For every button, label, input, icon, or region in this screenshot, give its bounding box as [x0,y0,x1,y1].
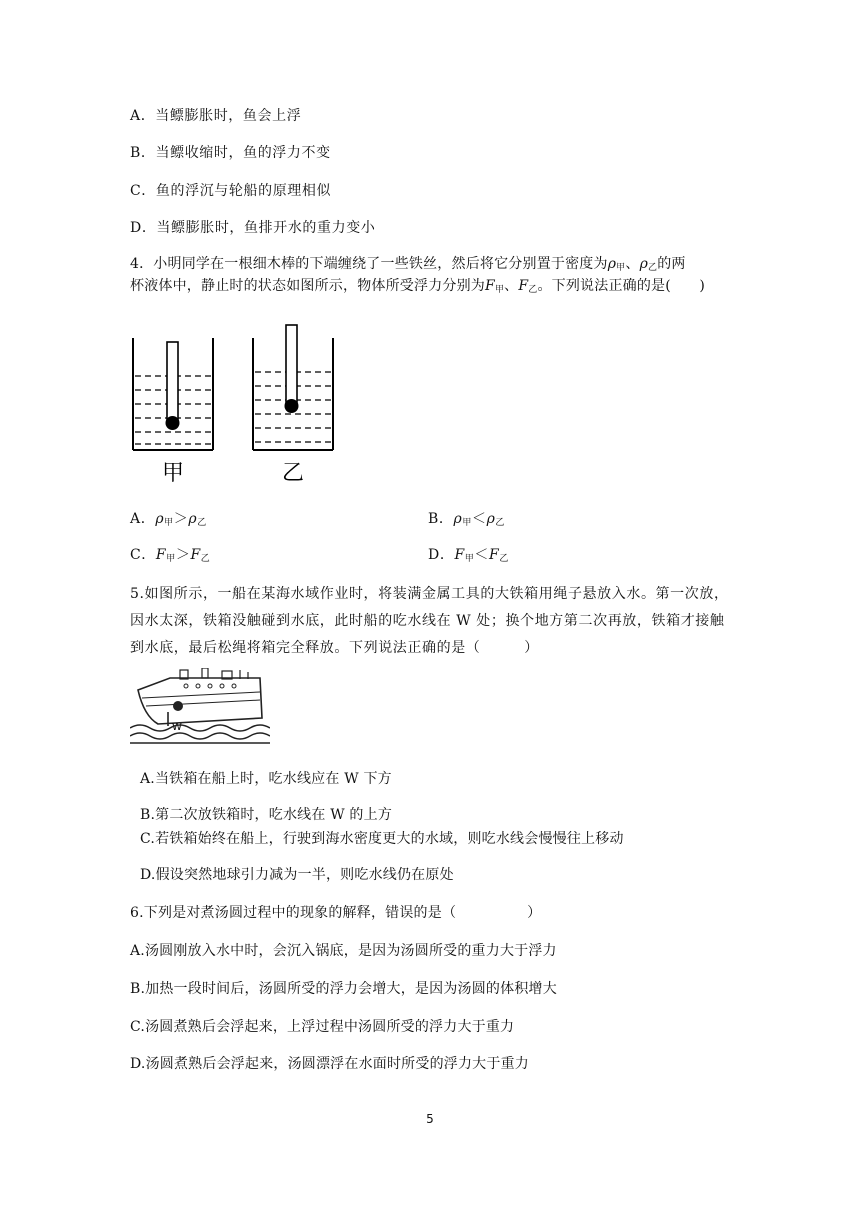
q4-option-b: B．$\rho_甲<\rho_乙$ [428,511,506,528]
q6-option-c: C.汤圆煮熟后会浮起来，上浮过程中汤圆所受的浮力大于重力 [130,1019,515,1035]
q6-option-d: D.汤圆煮熟后会浮起来，汤圆漂浮在水面时所受的浮力大于重力 [130,1056,529,1072]
q6-option-a: A.汤圆刚放入水中时，会沉入锅底，是因为汤圆所受的重力大于浮力 [130,943,557,959]
q5-stem-line1: 5.如图所示，一船在某海水域作业时，将装满金属工具的大铁箱用绳子悬放入水。第一次放， [130,586,729,602]
q5-option-d: D.假设突然地球引力减为一半，则吃水线仍在原处 [140,867,454,883]
q3-option-c: C．鱼的浮沉与轮船的原理相似 [130,183,332,199]
q3-option-b: B．当鳔收缩时，鱼的浮力不变 [130,145,331,161]
q6-option-b: B.加热一段时间后，汤圆所受的浮力会增大，是因为汤圆的体积增大 [130,981,557,997]
beaker-left [133,338,213,450]
q5-stem-line2: 因水太深，铁箱没触碰到水底，此时船的吃水线在 W 处；换个地方第二次再放，铁箱才接触 [130,613,725,629]
q5-ship-figure [130,668,270,746]
q5-stem-line3: 到水底，最后松绳将箱完全释放。下列说法正确的是（ ） [130,640,539,656]
q6-stem: 6.下列是对煮汤圆过程中的现象的解释，错误的是（ ） [130,905,542,921]
q3-option-d: D．当鳔膨胀时，鱼排开水的重力变小 [130,220,376,236]
q4-stem-line2: 杯液体中，静止时的状态如图所示，物体所受浮力分别为$F_甲$、$F_乙$。下列说法正确的是( ) [130,278,705,295]
q4-option-c: C．$F_甲>F_乙$ [130,547,211,564]
q4-stem-line1: 4．小明同学在一根细木棒的下端缠绕了一些铁丝，然后将它分别置于密度为$\rho_甲$、$\rho_乙$的两 [130,256,686,273]
q5-option-b: B.第二次放铁箱时，吃水线在 W 的上方 [140,807,393,823]
figure-label-jia: 甲 [161,461,185,486]
q5-option-a: A.当铁箱在船上时，吃水线应在 W 下方 [140,771,392,787]
q3-option-a: A．当鳔膨胀时，鱼会上浮 [130,108,302,124]
q4-option-d: D．$F_甲<F_乙$ [428,547,509,564]
figure-label-yi: 乙 [281,461,305,486]
beaker-right [253,325,333,450]
q5-option-c: C.若铁箱始终在船上，行驶到海水密度更大的水域，则吃水线会慢慢往上移动 [140,831,624,847]
q4-option-a: A．$\rho_甲>\rho_乙$ [130,511,207,528]
q4-beaker-figure [125,320,345,490]
ship-w-mark: W [172,722,182,733]
page-number: 5 [426,1112,434,1126]
